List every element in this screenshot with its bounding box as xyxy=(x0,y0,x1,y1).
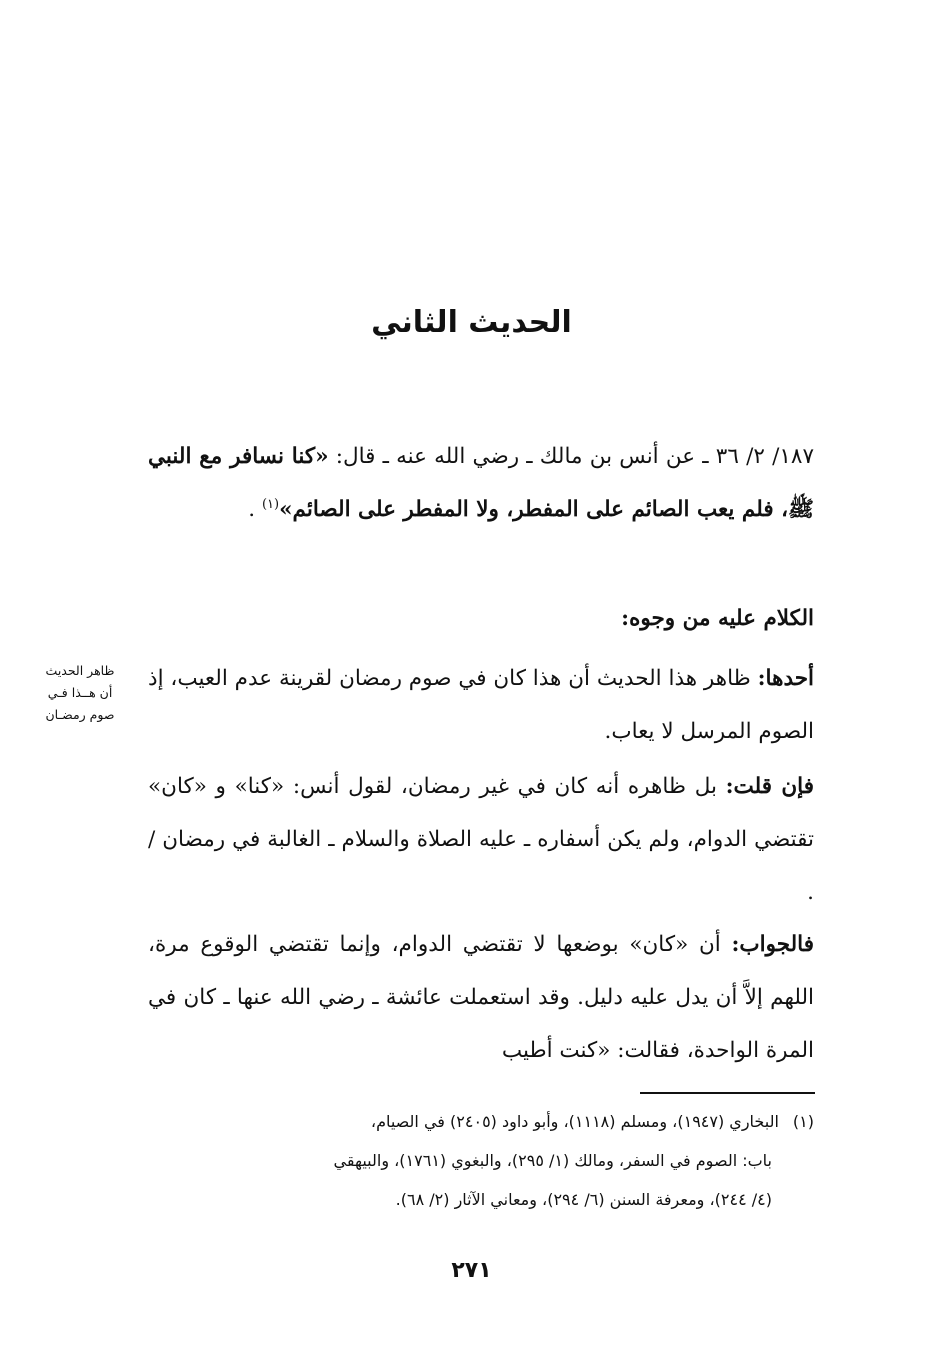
margin-note-line: ظاهر الحديث xyxy=(45,663,115,678)
hadith-paragraph xyxy=(148,430,814,536)
intro-heading: الكلام عليه من وجوه: xyxy=(621,606,814,631)
page-number: ٢٧١ xyxy=(451,1258,492,1283)
footnote-reference[interactable]: (١) xyxy=(261,496,280,512)
margin-note-line: صوم رمضـان xyxy=(45,707,115,722)
margin-note-line: أن هــذا فـي xyxy=(47,685,113,700)
footnote-line-3: (٤/ ٢٤٤)، ومعرفة السنن (٦/ ٢٩٤)، ومعاني الآثار (٢/ ٦٨). xyxy=(395,1190,772,1209)
footnote-number: (١) xyxy=(792,1112,814,1131)
hadith-narration-intro: ـ عن أنس بن مالك ـ رضي الله عنه ـ قال: xyxy=(335,444,716,469)
answer-label: فالجواب: xyxy=(731,932,814,957)
question-paragraph xyxy=(148,760,814,919)
hadith-reference: ١٨٧/ ٢/ ٣٦ xyxy=(715,444,814,469)
margin-note xyxy=(28,660,132,726)
footnote xyxy=(148,1102,814,1219)
footnote-line-1: البخاري (١٩٤٧)، ومسلم (١١١٨)، وأبو داود (٢٤٠٥) في الصيام، xyxy=(370,1112,779,1131)
page-title: الحديث الثاني xyxy=(371,305,572,340)
answer-text: أن «كان» بوضعها لا تقتضي الدوام، وإنما تقتضي الوقوع مرة، اللهم إلاَّ أن يدل عليه دليل. وقد استعملت عائشة ـ رضي الله عنها ـ كان في المرة الواحدة، فقالت: «كنت أطيب xyxy=(148,932,814,1063)
hadith-end: . xyxy=(248,497,262,522)
footnote-divider xyxy=(640,1092,815,1094)
question-text: بل ظاهره أنه كان في غير رمضان، لقول أنس: «كنا» و «كان» تقتضي الدوام، ولم يكن أسفاره ـ عليه الصلاة والسلام ـ الغالبة في رمضان / . xyxy=(148,774,814,905)
first-point-text: ظاهر هذا الحديث أن هذا كان في صوم رمضان لقرينة عدم العيب، إذ الصوم المرسل لا يعاب. xyxy=(148,666,814,744)
question-label: فإن قلت: xyxy=(725,774,814,799)
hadith-quote: «كنا نسافر مع النبي ﷺ، فلم يعب الصائم على المفطر، ولا المفطر على الصائم» xyxy=(148,444,814,522)
first-point-paragraph xyxy=(148,652,814,758)
footnote-line xyxy=(148,1102,814,1141)
footnote-line-2: باب: الصوم في السفر، ومالك (١/ ٢٩٥)، والبغوي (١٧٦١)، والبيهقي xyxy=(333,1151,772,1170)
first-point-label: أحدها: xyxy=(757,666,814,691)
answer-paragraph xyxy=(148,918,814,1077)
